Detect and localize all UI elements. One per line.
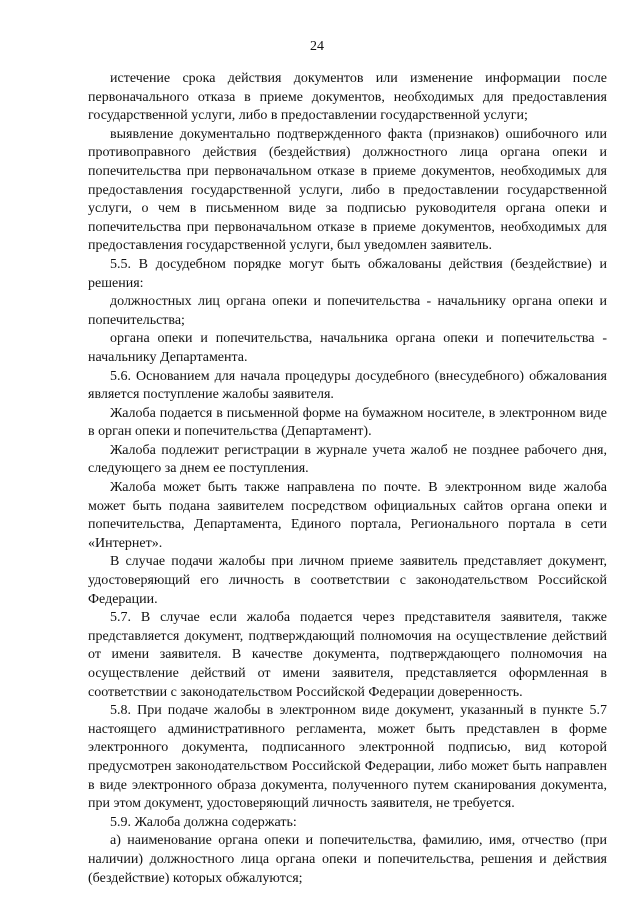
paragraph-written-form: Жалоба подается в письменной форме на бумажном носителе, в электронном виде в орган опеки и попечительства (Департамент). [88, 405, 607, 440]
paragraph-5-5: 5.5. В досудебном порядке могут быть обжалованы действия (бездействие) и решения: [88, 256, 607, 291]
paragraph-expiry: истечение срока действия документов или изменение информации после первоначального отказа в приеме документов, необходимых для предоставления государственной услуги, либо в предоставлении государственной услуги; [88, 71, 607, 124]
paragraph-officials: должностных лиц органа опеки и попечительства - начальнику органа опеки и попечительства; [88, 294, 607, 328]
paragraph-5-6: 5.6. Основанием для начала процедуры досудебного (внесудебного) обжалования является поступление жалобы заявителя. [88, 368, 607, 403]
paragraph-5-8: 5.8. При подаче жалобы в электронном виде документ, указанный в пункте 5.7 настоящего административного регламента, может быть представлен в форме электронного документа, подписанного электронной подписью, вид которой предусмотрен законодательством Российской Федерации, либо может быть направлен в виде электронного образа документа, полученного путем сканирования документа, при этом документ, удостоверяющий личность заявителя, не требуется. [88, 703, 607, 812]
paragraph-body-head: органа опеки и попечительства, начальника органа опеки и попечительства - начальнику Департамента. [88, 331, 607, 365]
page-number: 24 [310, 39, 324, 54]
body-text [88, 70, 607, 888]
paragraph-personal: В случае подачи жалобы при личном приеме заявитель представляет документ, удостоверяющий его личность в соответствии с законодательством Российской Федерации. [88, 554, 607, 607]
paragraph-violation: выявление документально подтвержденного факта (признаков) ошибочного или противоправного действия (бездействия) должностного лица органа опеки и попечительства при первоначальном отказе в приеме документов, необходимых для предоставления государственной услуги, либо в предоставлении государственной услуги, о чем в письменном виде за подписью руководителя органа опеки и попечительства при первоначальном отказе в приеме документов, необходимых для предоставления государственной услуги, был уведомлен заявитель. [88, 126, 607, 254]
paragraph-item-a: а) наименование органа опеки и попечительства, фамилию, имя, отчество (при наличии) должностного лица органа опеки и попечительства, решения и действия (бездействие) которых обжалуются; [88, 833, 607, 886]
paragraph-5-7: 5.7. В случае если жалоба подается через представителя заявителя, также представляется документ, подтверждающий полномочия на осуществление действий от имени заявителя. В качестве документа, подтверждающего полномочия на осуществление действий от имени заявителя, представляется оформленная в соответствии с законодательством Российской Федерации доверенность. [88, 610, 607, 700]
paragraph-mail: Жалоба может быть также направлена по почте. В электронном виде жалоба может быть подана заявителем посредством официальных сайтов органа опеки и попечительства, Департамента, Единого портала, Регионального портала в сети «Интернет». [88, 480, 607, 551]
paragraph-5-9: 5.9. Жалоба должна содержать: [110, 814, 297, 830]
paragraph-registration: Жалоба подлежит регистрации в журнале учета жалоб не позднее рабочего дня, следующего за днем ее поступления. [88, 442, 607, 477]
